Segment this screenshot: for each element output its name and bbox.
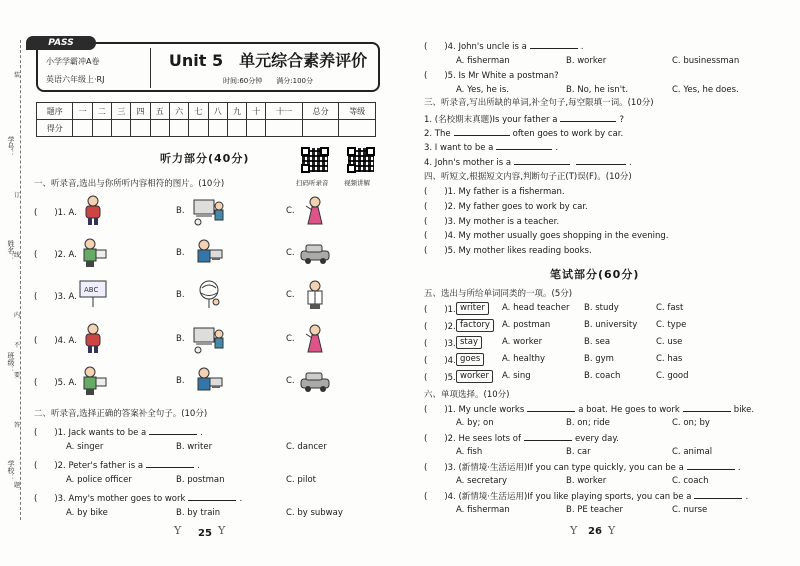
qr-audio-icon[interactable] bbox=[300, 146, 330, 174]
listening-title: 听力部分(40分) bbox=[160, 152, 250, 165]
sprout-icon: Y bbox=[174, 524, 182, 537]
score-header-cell: 总分 bbox=[302, 103, 338, 120]
qr-video-icon[interactable] bbox=[346, 146, 376, 174]
question-text-mid: . bbox=[737, 463, 741, 473]
option-a[interactable]: A. Yes, he is. bbox=[456, 85, 510, 95]
picture-option[interactable] bbox=[298, 194, 332, 226]
margin-label-school: 学校： bbox=[7, 460, 15, 481]
part6-heading: 六、单项选择。(10分) bbox=[424, 390, 510, 400]
margin-label-name: 姓名： bbox=[7, 240, 15, 261]
question-number: ( )5. A. bbox=[34, 378, 77, 388]
question-text-tail: . bbox=[580, 42, 584, 52]
fill-post: ? bbox=[619, 115, 624, 125]
option-b[interactable]: B. by train bbox=[176, 508, 221, 518]
score-cell bbox=[131, 120, 150, 137]
answer-blank[interactable] bbox=[188, 493, 236, 501]
given-word-box: factory bbox=[456, 319, 494, 332]
cut-mark: 答 bbox=[14, 422, 21, 429]
given-word bbox=[456, 302, 489, 315]
question-text: ( )4. John's uncle is a bbox=[424, 42, 527, 52]
given-word-box: goes bbox=[456, 353, 484, 366]
option-c[interactable]: C. fast bbox=[656, 303, 684, 313]
option-c[interactable]: C. type bbox=[656, 320, 687, 330]
fill-pre: 2. The bbox=[424, 128, 451, 139]
question-text: ( )3. (新情境·生活运用)If you can type quickly, you can be a bbox=[424, 463, 684, 473]
option-a[interactable]: A. fisherman bbox=[456, 56, 510, 66]
score-header-cell: 十 bbox=[247, 103, 266, 120]
question-number: ( )2. A. bbox=[34, 250, 77, 260]
score-header-cell: 四 bbox=[131, 103, 150, 120]
grade-label: 英语六年级上·RJ bbox=[46, 75, 105, 84]
option-a[interactable]: A. worker bbox=[502, 337, 543, 347]
option-a[interactable]: A. police officer bbox=[66, 475, 132, 485]
score-cell bbox=[302, 120, 338, 137]
option-a[interactable]: A. by; on bbox=[456, 418, 494, 428]
option-c[interactable]: C. businessman bbox=[672, 56, 740, 66]
score-cell bbox=[150, 120, 169, 137]
answer-blank[interactable] bbox=[560, 114, 616, 122]
picture-option[interactable] bbox=[192, 278, 226, 310]
score-label-cell: 得分 bbox=[37, 120, 73, 137]
cut-mark: 线 bbox=[14, 252, 21, 259]
score-header-cell: 三 bbox=[112, 103, 131, 120]
question-sentence bbox=[424, 432, 619, 444]
cut-mark: 订 bbox=[14, 192, 21, 199]
answer-blank[interactable] bbox=[146, 460, 194, 468]
answer-blank[interactable] bbox=[514, 157, 570, 165]
option-b[interactable]: B. writer bbox=[176, 442, 213, 452]
score-header-cell: 题序 bbox=[37, 103, 73, 120]
sprout-icon: Y bbox=[608, 524, 616, 537]
option-b[interactable]: B. gym bbox=[584, 354, 614, 364]
score-table bbox=[36, 102, 376, 137]
picture-option[interactable] bbox=[76, 194, 110, 226]
fill-post: often goes to work by car. bbox=[512, 128, 624, 139]
option-c[interactable]: C. use bbox=[656, 337, 683, 347]
option-a[interactable]: A. singer bbox=[66, 442, 104, 452]
option-b[interactable]: B. worker bbox=[566, 476, 607, 486]
page-number-left: 25 bbox=[198, 528, 212, 539]
sprout-icon: Y bbox=[570, 524, 578, 537]
cut-mark: 不 bbox=[14, 342, 21, 349]
score-cell bbox=[92, 120, 111, 137]
question-number: ( )4. A. bbox=[34, 336, 77, 346]
item-number: ( )5. bbox=[424, 373, 456, 383]
part2-heading: 二、听录音,选择正确的答案补全句子。(10分) bbox=[34, 409, 208, 419]
question-number: ( )1. A. bbox=[34, 208, 77, 218]
question-text: ( )2. He sees lots of bbox=[424, 434, 522, 444]
page-number-right: 26 bbox=[588, 526, 602, 537]
picture-option[interactable] bbox=[76, 322, 110, 354]
option-b-label: B. bbox=[176, 206, 185, 216]
score-header-cell: 九 bbox=[227, 103, 246, 120]
score-cell bbox=[247, 120, 266, 137]
question-text-tail: bike. bbox=[733, 405, 755, 415]
picture-option[interactable] bbox=[192, 322, 226, 354]
score-header-cell: 一 bbox=[73, 103, 92, 120]
option-b-label: B. bbox=[176, 290, 185, 300]
score-cell bbox=[208, 120, 227, 137]
fill-sentence bbox=[424, 128, 623, 139]
score-header-cell: 等级 bbox=[339, 103, 376, 120]
question-text-mid: a boat. He goes to work bbox=[578, 405, 680, 415]
option-b[interactable]: B. car bbox=[566, 447, 591, 457]
given-word-box: worker bbox=[456, 370, 493, 383]
part1-heading: 一、听录音,选出与你所听内容相符的图片。(10分) bbox=[34, 179, 225, 189]
question-sentence bbox=[424, 490, 748, 502]
question-text-tail: . bbox=[197, 461, 200, 471]
picture-option[interactable] bbox=[192, 236, 226, 268]
score-header-cell: 六 bbox=[169, 103, 188, 120]
option-a[interactable]: A. healthy bbox=[502, 354, 546, 364]
score-header-cell: 五 bbox=[150, 103, 169, 120]
fill-sentence bbox=[424, 113, 624, 125]
option-b[interactable]: B. postman bbox=[176, 475, 225, 485]
true-false-item[interactable]: ( )2. My father goes to work by car. bbox=[424, 201, 588, 212]
question-sentence bbox=[424, 40, 584, 52]
item-number: ( )2. bbox=[424, 322, 456, 332]
cut-line bbox=[20, 40, 21, 520]
cut-mark: 要 bbox=[14, 372, 21, 379]
picture-option[interactable] bbox=[76, 236, 110, 268]
picture-option[interactable] bbox=[76, 364, 110, 396]
fill-post: . bbox=[629, 157, 632, 168]
option-c-label: C. bbox=[286, 248, 295, 258]
option-b[interactable]: B. PE teacher bbox=[566, 505, 623, 515]
option-c[interactable]: C. nurse bbox=[672, 505, 708, 515]
given-word bbox=[456, 370, 493, 383]
option-c-label: C. bbox=[286, 206, 295, 216]
option-a[interactable]: A. sing bbox=[502, 371, 531, 381]
sprout-icon: Y bbox=[218, 524, 226, 537]
page-title: Unit 5 单元综合素养评价 bbox=[168, 51, 368, 70]
item-number: ( )4. bbox=[424, 356, 456, 366]
option-b-label: B. bbox=[176, 334, 185, 344]
score-blank-row bbox=[37, 120, 376, 137]
option-a[interactable]: A. fisherman bbox=[456, 505, 510, 515]
header-divider bbox=[150, 48, 151, 88]
given-word bbox=[456, 353, 484, 366]
true-false-item[interactable]: ( )5. My mother likes reading books. bbox=[424, 246, 592, 257]
option-b[interactable]: B. on; ride bbox=[566, 418, 610, 428]
question-text: ( )1. Jack wants to be a bbox=[34, 428, 147, 438]
question-text-tail: . bbox=[200, 428, 203, 438]
part3-heading: 三、听录音,写出所缺的单词,补全句子,每空限填一词。(10分) bbox=[424, 98, 654, 108]
question-text-mid: . bbox=[745, 492, 749, 502]
question-sentence bbox=[424, 461, 741, 473]
exam-meta: 时间:60分钟 满分:100分 bbox=[223, 77, 313, 85]
score-header-cell: 七 bbox=[189, 103, 208, 120]
option-b[interactable]: B. university bbox=[584, 320, 638, 330]
option-c[interactable]: C. good bbox=[656, 371, 689, 381]
option-c[interactable]: C. Yes, he does. bbox=[672, 85, 739, 95]
margin-label-id: 学号： bbox=[7, 136, 15, 157]
picture-option[interactable] bbox=[298, 278, 332, 310]
binding-margin bbox=[0, 40, 26, 520]
answer-blank[interactable] bbox=[530, 41, 578, 49]
question-sentence bbox=[34, 459, 200, 471]
score-header-cell: 二 bbox=[92, 103, 111, 120]
score-cell bbox=[266, 120, 302, 137]
picture-option[interactable] bbox=[192, 194, 226, 226]
picture-option[interactable] bbox=[298, 364, 332, 396]
margin-label-class: 班级： bbox=[7, 352, 15, 373]
question-text-tail: . bbox=[239, 494, 243, 504]
given-word bbox=[456, 319, 494, 332]
question-text-mid: every day. bbox=[575, 434, 619, 444]
true-false-item[interactable]: ( )4. My mother usually goes shopping in the evening. bbox=[424, 231, 669, 242]
option-c[interactable]: C. coach bbox=[672, 476, 709, 486]
option-b[interactable]: B. coach bbox=[584, 371, 621, 381]
option-a[interactable]: A. secretary bbox=[456, 476, 508, 486]
option-a[interactable]: A. postman bbox=[502, 320, 551, 330]
answer-blank[interactable] bbox=[149, 427, 197, 435]
question-sentence bbox=[424, 403, 754, 415]
option-b-label: B. bbox=[176, 376, 185, 386]
picture-option[interactable] bbox=[192, 364, 226, 396]
picture-option[interactable] bbox=[76, 278, 110, 310]
question-text: ( )3. Amy's mother goes to work bbox=[34, 494, 186, 504]
fill-pre: 3. I want to be a bbox=[424, 143, 494, 153]
question-text: ( )1. My uncle works bbox=[424, 405, 525, 415]
svg-text:ABC: ABC bbox=[84, 286, 99, 294]
question-sentence bbox=[34, 492, 242, 504]
question-text: ( )5. Is Mr White a postman? bbox=[424, 71, 559, 81]
writing-title: 笔试部分(60分) bbox=[550, 268, 640, 281]
score-cell bbox=[73, 120, 92, 137]
answer-blank[interactable] bbox=[524, 433, 572, 441]
score-cell bbox=[339, 120, 376, 137]
answer-blank[interactable] bbox=[687, 462, 735, 470]
score-cell bbox=[189, 120, 208, 137]
fill-pre: 4. John's mother is a bbox=[424, 157, 512, 168]
item-number: ( )1. bbox=[424, 305, 456, 315]
cut-mark: 题 bbox=[14, 482, 21, 489]
option-a[interactable]: A. by bike bbox=[66, 508, 108, 518]
given-word bbox=[456, 336, 482, 349]
qr-video-label: 视频讲解 bbox=[344, 179, 370, 187]
given-word-box: stay bbox=[456, 336, 482, 349]
option-c-label: C. bbox=[286, 376, 295, 386]
option-c[interactable]: C. has bbox=[656, 354, 683, 364]
answer-blank[interactable] bbox=[527, 404, 575, 412]
true-false-item[interactable]: ( )3. My mother is a teacher. bbox=[424, 216, 560, 227]
part4-heading: 四、听短文,根据短文内容,判断句子正(T)误(F)。(10分) bbox=[424, 172, 632, 182]
score-cell bbox=[169, 120, 188, 137]
option-c[interactable]: C. pilot bbox=[286, 475, 316, 485]
question-number: ( )3. A. bbox=[34, 292, 77, 302]
option-c[interactable]: C. by subway bbox=[286, 508, 343, 518]
picture-option[interactable] bbox=[298, 236, 332, 268]
fill-sentence bbox=[424, 157, 632, 168]
option-a[interactable]: A. head teacher bbox=[502, 303, 570, 313]
fill-pre: 1. (名校期末真题)Is your father a bbox=[424, 115, 558, 125]
option-c-label: C. bbox=[286, 334, 295, 344]
option-c[interactable]: C. dancer bbox=[286, 442, 327, 452]
option-b[interactable]: B. study bbox=[584, 303, 619, 313]
question-text: ( )2. Peter's father is a bbox=[34, 461, 144, 471]
question-text: ( )4. (新情境·生活运用)If you like playing sports, you can be a bbox=[424, 492, 692, 502]
fill-sentence bbox=[424, 142, 558, 153]
score-header-row bbox=[37, 103, 376, 120]
option-c[interactable]: C. on; by bbox=[672, 418, 710, 428]
option-b[interactable]: B. worker bbox=[566, 56, 607, 66]
question-sentence bbox=[34, 426, 203, 438]
option-c[interactable]: C. animal bbox=[672, 447, 713, 457]
question-sentence bbox=[424, 69, 559, 81]
option-b[interactable]: B. No, he isn't. bbox=[566, 85, 629, 95]
option-b[interactable]: B. sea bbox=[584, 337, 611, 347]
score-cell bbox=[227, 120, 246, 137]
option-b-label: B. bbox=[176, 248, 185, 258]
item-number: ( )3. bbox=[424, 339, 456, 349]
answer-blank[interactable] bbox=[683, 404, 731, 412]
part5-heading: 五、选出与所给单词同类的一项。(5分) bbox=[424, 289, 573, 299]
option-c-label: C. bbox=[286, 290, 295, 300]
score-cell bbox=[112, 120, 131, 137]
pass-logo: PASS bbox=[26, 36, 96, 50]
option-a[interactable]: A. fish bbox=[456, 447, 483, 457]
given-word-box: writer bbox=[456, 302, 489, 315]
right-page bbox=[404, 0, 800, 566]
answer-blank[interactable] bbox=[576, 157, 626, 165]
answer-blank[interactable] bbox=[454, 128, 510, 136]
answer-blank[interactable] bbox=[496, 142, 552, 150]
series-name: 小学学霸冲A卷 bbox=[46, 57, 100, 66]
fill-post: . bbox=[555, 143, 559, 153]
picture-option[interactable] bbox=[298, 322, 332, 354]
score-header-cell: 八 bbox=[208, 103, 227, 120]
cut-mark: 内 bbox=[14, 312, 21, 319]
answer-blank[interactable] bbox=[694, 491, 742, 499]
score-header-cell: 十一 bbox=[266, 103, 302, 120]
qr-audio-label: 扫码听录音 bbox=[296, 179, 329, 187]
true-false-item[interactable]: ( )1. My father is a fisherman. bbox=[424, 187, 565, 197]
cut-mark: 装 bbox=[14, 72, 21, 79]
